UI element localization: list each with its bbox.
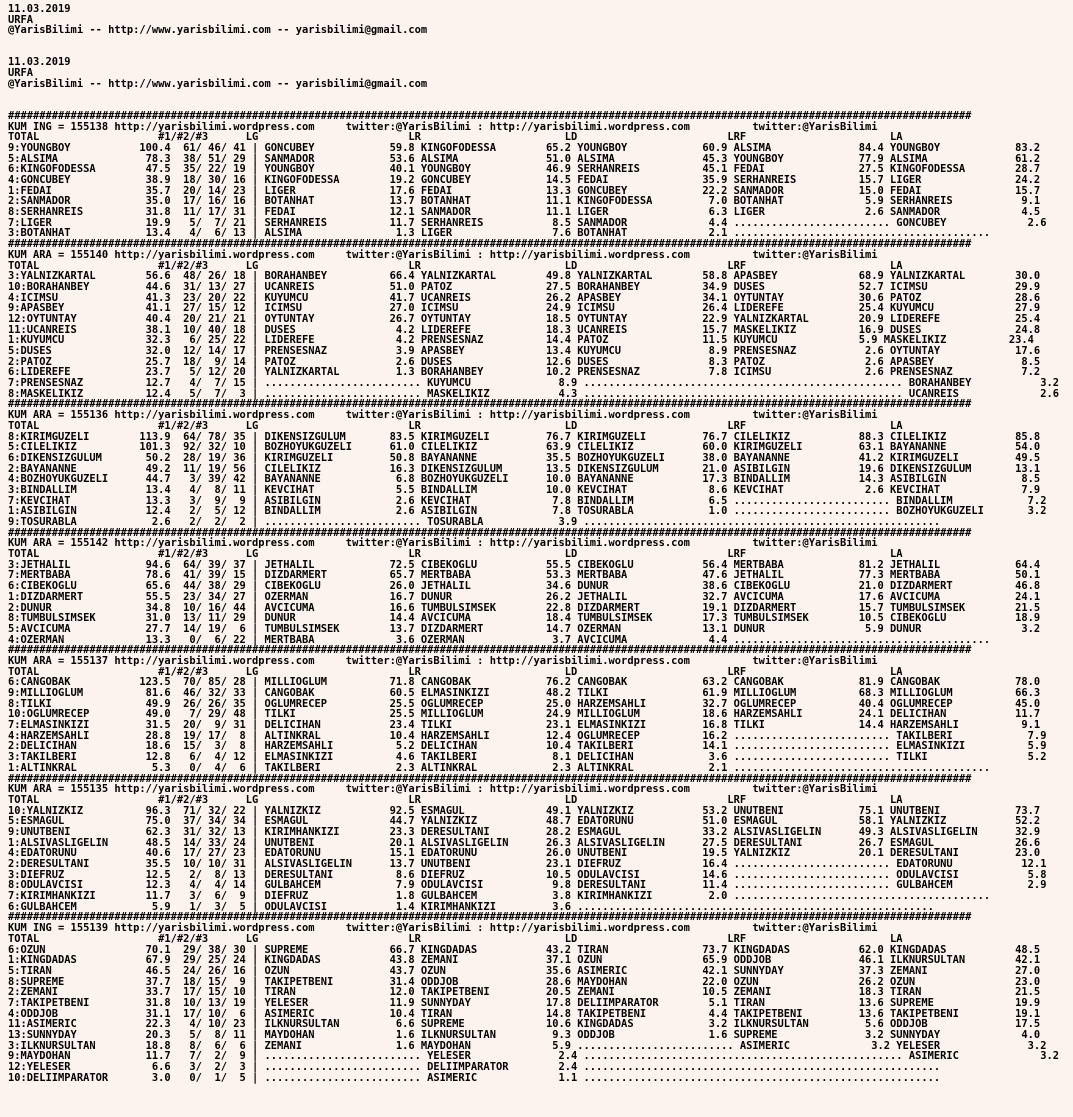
document-line: 3:DIEFRUZ 12.5 2/ 8/ 13 | DERESULTANI 8.6 DIEFRUZ 10.5 ODULAVCISI 14.6 ......................... ODULAVCISI 5.8 <box>8 868 1047 881</box>
document-line: 1:ALTINKRAL 5.3 0/ 4/ 6 | TAKILBERI 2.3 ALTINKRAL 2.3 ALTINKRAL 2.1 ......................................... <box>8 761 991 774</box>
document-line <box>8 90 1073 101</box>
document-line: ########################################################################################################################################################## <box>8 772 972 785</box>
document-line: 3:ILKNURSULTAN 18.8 8/ 6/ 6 | ZEMANI 1.6 MAYDOHAN 5.9 ......................... ASIMERIC 3.2 YELESER 3.2 <box>8 1039 1047 1052</box>
document-line: 2:DERESULTANI 35.5 10/ 10/ 31 | ALSIVASLIGELIN 13.7 UNUTBENI 23.1 DIEFRUZ 16.4 ......................... EDATORUNU 12.1 <box>8 858 1047 870</box>
document-line: KUM ARA = 155135 http://yarisbilimi.wordpress.com twitter:@YarisBilimi : http://yarisbilimi.wordpress.com twitter:@YarisBilimi <box>8 783 878 796</box>
document-line: 6:OZUN 70.1 29/ 38/ 30 | SUPREME 66.7 KINGDADAS 43.2 TIRAN 73.7 KINGDADAS 62.0 KINGDADAS 48.5 <box>8 943 1041 956</box>
document-line: 1:ASIBILGIN 12.4 2/ 5/ 12 | BINDALLIM 2.6 ASIBILGIN 7.8 TOSURABLA 1.0 ......................... BOZHOYUKGUZELI 3.2 <box>8 505 1047 518</box>
document-line: TOTAL #1/#2/#3 LG LR LD LRF LA <box>8 932 903 945</box>
document-line: 3:BINDALLIM 13.4 4/ 8/ 11 | KEVCIHAT 5.5 BINDALLIM 10.0 KEVCIHAT 8.6 KEVCIHAT 2.6 KEVCIHAT 7.9 <box>8 483 1041 496</box>
document-line: 9:UNUTBENI 62.3 31/ 32/ 13 | KIRIMHANKIZI 23.3 DERESULTANI 28.2 ESMAGUL 33.2 ALSIVASLIGELIN 49.3 ALSIVASLIGELIN 32.9 <box>8 825 1041 838</box>
document-line: 1:FEDAI 35.7 20/ 14/ 23 | LIGER 17.6 FEDAI 13.3 GONCUBEY 22.2 SANMADOR 15.0 FEDAI 15.7 <box>8 184 1041 197</box>
document-line: 1:ALSIVASLIGELIN 48.5 14/ 33/ 24 | UNUTBENI 20.1 ALSIVASLIGELIN 26.3 ALSIVASLIGELIN 27.5 DERESULTANI 26.7 ESMAGUL 26.6 <box>8 836 1041 849</box>
document-line: 8:KIRIMGUZELI 113.9 64/ 78/ 35 | DIKENSIZGULUM 83.5 KIRIMGUZELI 76.7 KIRIMGUZELI 76.7 CILELIKIZ 88.3 CILELIKIZ 85.8 <box>8 430 1041 443</box>
document-line: 8:TILKI 49.9 26/ 26/ 35 | OGLUMRECEP 25.5 OGLUMRECEP 25.0 HARZEMSAHLI 32.7 OGLUMRECEP 40.4 OGLUMRECEP 45.0 <box>8 697 1041 710</box>
document-line: 7:LIGER 19.9 5/ 7/ 21 | SERHANREIS 11.7 SERHANREIS 8.5 SANMADOR 4.4 ......................... GONCUBEY 2.6 <box>8 216 1047 229</box>
document-line: 8:ODULAVCISI 12.3 4/ 4/ 14 | GULBAHCEM 7.9 ODULAVCISI 9.8 DERESULTANI 11.4 ......................... GULBAHCEM 2.9 <box>8 879 1047 892</box>
document-line: TOTAL #1/#2/#3 LG LR LD LRF LA <box>8 793 903 806</box>
document-line: KUM ARA = 155136 http://yarisbilimi.wordpress.com twitter:@YarisBilimi : http://yarisbilimi.wordpress.com twitter:@YarisBilimi <box>8 409 878 422</box>
document-line: 4:EDATORUNU 40.6 17/ 27/ 23 | EDATORUNU 15.1 EDATORUNU 26.0 UNUTBENI 19.5 YALNIZKIZ 20.1 DERESULTANI 23.0 <box>8 847 1041 860</box>
document-line: 11:UCANREIS 38.1 10/ 40/ 18 | DUSES 4.2 LIDEREFE 18.3 UCANREIS 15.7 MASKELIKIZ 16.9 DUSES 24.8 <box>8 323 1041 336</box>
document-line: 7:ELMASINKIZI 31.5 20/ 9/ 31 | DELICIHAN 23.4 TILKI 23.1 ELMASINKIZI 16.8 TILKI 14.4 HARZEMSAHLI 9.1 <box>8 719 1041 732</box>
document-line: 8:TUMBULSIMSEK 31.0 13/ 11/ 29 | DUNUR 14.4 AVCICUMA 18.4 TUMBULSIMSEK 17.3 TUMBULSIMSEK 10.5 CIBEKOGLU 18.9 <box>8 612 1041 625</box>
document-line: 4:OZERMAN 13.3 0/ 6/ 22 | MERTBABA 3.6 OZERMAN 3.7 AVCICUMA 4.4 ......................................... <box>8 633 991 646</box>
document-line: KUM ARA = 155142 http://yarisbilimi.wordpress.com twitter:@YarisBilimi : http://yarisbilimi.wordpress.com twitter:@YarisBilimi <box>8 537 878 550</box>
document-line: 9:TOSURABLA 2.6 2/ 2/ 2 | ......................... TOSURABLA 3.9 ......................................................... <box>8 516 941 528</box>
document-line: URFA <box>8 67 34 80</box>
document-line: 6:GULBAHCEM 5.9 1/ 3/ 5 | ODULAVCISI 1.4 KIRIMHANKIZI 3.6 ......................................................... <box>8 900 934 913</box>
document-line <box>8 47 1073 58</box>
document-line: ########################################################################################################################################################## <box>8 398 972 411</box>
document-line: 11.03.2019 <box>8 56 71 69</box>
document-line: 12:OYTUNTAY 40.4 20/ 21/ 21 | OYTUNTAY 26.7 OYTUNTAY 18.5 OYTUNTAY 22.9 YALNIZKARTAL 20.9 LIDEREFE 25.4 <box>8 312 1041 325</box>
document-line: 7:TAKIPETBENI 31.8 10/ 13/ 19 | YELESER 11.9 SUNNYDAY 17.8 DELIIMPARATOR 5.1 TIRAN 13.6 SUPREME 19.9 <box>8 996 1041 1009</box>
document-line: 2:SANMADOR 35.0 17/ 16/ 16 | BOTANHAT 13.7 BOTANHAT 11.1 KINGOFODESSA 7.0 BOTANHAT 5.9 SERHANREIS 9.1 <box>8 195 1041 208</box>
document-line: 12:YELESER 6.6 3/ 2/ 3 | ......................... DELIIMPARATOR 2.4 ......................................................... <box>8 1061 941 1074</box>
document-line: 4:GONCUBEY 38.9 18/ 30/ 16 | KINGOFODESSA 19.2 GONCUBEY 14.5 FEDAI 35.9 SERHANREIS 15.7 LIGER 24.2 <box>8 174 1041 186</box>
document-line: 6:KINGOFODESSA 47.5 35/ 22/ 19 | YOUNGBOY 40.1 YOUNGBOY 46.9 SERHANREIS 45.1 FEDAI 27.5 KINGOFODESSA 28.7 <box>8 163 1041 176</box>
document-line: @YarisBilimi -- http://www.yarisbilimi.com -- yarisbilimi@gmail.com <box>8 24 428 37</box>
document-line: 3:YALNIZKARTAL 56.6 48/ 26/ 18 | BORAHANBEY 66.4 YALNIZKARTAL 49.8 YALNIZKARTAL 58.8 APASBEY 68.9 YALNIZKARTAL 30.0 <box>8 270 1041 283</box>
document-line: KUM ING = 155139 http://yarisbilimi.wordpress.com twitter:@YarisBilimi : http://yarisbilimi.wordpress.com twitter:@YarisBilimi <box>8 922 878 935</box>
document-line: 4:BOZHOYUKGUZELI 44.7 3/ 39/ 42 | BAYANANNE 6.8 BOZHOYUKGUZELI 10.0 BAYANANNE 17.3 BINDALLIM 14.3 ASIBILGIN 8.5 <box>8 473 1041 486</box>
document-line: 10:YALNIZKIZ 96.3 71/ 32/ 22 | YALNIZKIZ 92.5 ESMAGUL 49.1 YALNIZKIZ 53.2 UNUTBENI 75.1 UNUTBENI 73.7 <box>8 804 1041 817</box>
document-line: 7:KEVCIHAT 13.3 3/ 9/ 9 | ASIBILGIN 2.6 KEVCIHAT 7.8 BINDALLIM 6.5 ......................... BINDALLIM 7.2 <box>8 494 1047 507</box>
document-line: 10:BORAHANBEY 44.6 31/ 13/ 27 | UCANREIS 51.0 PATOZ 27.5 BORAHANBEY 34.9 DUSES 52.7 ICIMSU 29.9 <box>8 280 1041 293</box>
document-line: 5:CILELIKIZ 101.3 92/ 32/ 10 | BOZHOYUKGUZELI 61.0 CILELIKIZ 63.9 CILELIKIZ 60.0 KIRIMGUZELI 63.1 BAYANANNE 54.0 <box>8 441 1041 454</box>
document-line: 11.03.2019 <box>8 3 71 15</box>
document-line: KUM ING = 155138 http://yarisbilimi.wordpress.com twitter:@YarisBilimi : http://yarisbilimi.wordpress.com twitter:@YarisBilimi <box>8 120 878 133</box>
document-line: 10:DELIIMPARATOR 3.0 0/ 1/ 5 | ......................... ASIMERIC 1.1 ......................................................... <box>8 1071 941 1084</box>
document-line: ########################################################################################################################################################## <box>8 238 972 251</box>
document-line: 2:DELICIHAN 18.6 15/ 3/ 8 | HARZEMSAHLI 5.2 DELICIHAN 10.4 TAKILBERI 14.1 ......................... ELMASINKIZI 5.9 <box>8 740 1047 753</box>
document-line: 5:DUSES 32.0 12/ 14/ 17 | PRENSESNAZ 3.9 APASBEY 13.4 KUYUMCU 8.9 PRENSESNAZ 2.6 OYTUNTAY 17.6 <box>8 345 1041 357</box>
document-line: TOTAL #1/#2/#3 LG LR LD LRF LA <box>8 259 903 272</box>
document-line: 4:ICIMSU 41.3 23/ 20/ 22 | KUYUMCU 41.7 UCANREIS 26.2 APASBEY 34.1 OYTUNTAY 30.6 PATOZ 28.6 <box>8 291 1041 304</box>
document-line: TOTAL #1/#2/#3 LG LR LD LRF LA <box>8 419 903 432</box>
document-line: 7:KIRIMHANKIZI 11.7 3/ 6/ 9 | DIEFRUZ 1.8 GULBAHCEM 3.8 KIRIMHANKIZI 2.0 ......................................... <box>8 890 991 903</box>
document-line: 9:APASBEY 41.1 27/ 15/ 12 | ICIMSU 27.0 ICIMSU 24.9 ICIMSU 26.4 LIDEREFE 25.4 KUYUMCU 27.9 <box>8 302 1041 315</box>
document-line: 13:SUNNYDAY 20.3 5/ 8/ 11 | MAYDOHAN 1.6 ILKNURSULTAN 9.3 ODDJOB 1.6 SUPREME 3.2 SUNNYDAY 4.0 <box>8 1029 1041 1041</box>
document-line: KUM ARA = 155140 http://yarisbilimi.wordpress.com twitter:@YarisBilimi : http://yarisbilimi.wordpress.com twitter:@YarisBilimi <box>8 248 878 261</box>
document-line: 8:SUPREME 37.7 18/ 15/ 9 | TAKIPETBENI 31.4 ODDJOB 28.6 MAYDOHAN 22.0 OZUN 26.2 OZUN 23.0 <box>8 975 1041 988</box>
document-line: 6:CIBEKOGLU 65.6 44/ 38/ 29 | CIBEKOGLU 26.0 JETHALIL 34.6 DUNUR 38.6 CIBEKOGLU 21.0 DIZDARMERT 46.8 <box>8 580 1041 593</box>
document-line: ########################################################################################################################################################## <box>8 109 972 122</box>
document-line: 2:DUNUR 34.8 10/ 16/ 44 | AVCICUMA 16.6 TUMBULSIMSEK 22.8 DIZDARMERT 19.1 DIZDARMERT 15.7 TUMBULSIMSEK 21.5 <box>8 601 1041 614</box>
document-line: 8:SERHANREIS 31.8 11/ 17/ 31 | FEDAI 12.1 SANMADOR 11.1 LIGER 6.3 LIGER 2.6 SANMADOR 4.5 <box>8 206 1041 219</box>
document-line: @YarisBilimi -- http://www.yarisbilimi.com -- yarisbilimi@gmail.com <box>8 77 428 90</box>
document-line: 4:HARZEMSAHLI 28.8 19/ 17/ 8 | ALTINKRAL 10.4 HARZEMSAHLI 12.4 OGLUMRECEP 16.2 ......................... TAKILBERI 7.9 <box>8 729 1047 742</box>
document-line: 2:PATOZ 25.7 18/ 9/ 14 | PATOZ 2.6 DUSES 12.6 DUSES 8.3 PATOZ 2.6 APASBEY 8.5 <box>8 355 1041 368</box>
document-line: 8:MASKELIKIZ 12.4 5/ 7/ 3 | ......................... MASKELIKIZ 4.3 ................................................... UCANREIS 2.6 <box>8 387 1059 400</box>
document-line: 4:ODDJOB 31.1 17/ 10/ 6 | ASIMERIC 10.4 TIRAN 14.8 TAKIPETBENI 4.4 TAKIPETBENI 13.6 TAKIPETBENI 19.1 <box>8 1007 1041 1020</box>
document-line: 5:ALSIMA 78.3 38/ 51/ 29 | SANMADOR 53.6 ALSIMA 51.0 ALSIMA 45.3 YOUNGBOY 77.9 ALSIMA 61.2 <box>8 152 1041 165</box>
document-line: 7:MERTBABA 78.6 41/ 39/ 15 | DIZDARMERT 65.7 MERTBABA 53.3 MERTBABA 47.6 JETHALIL 77.3 MERTBABA 50.1 <box>8 569 1041 582</box>
document-line: TOTAL #1/#2/#3 LG LR LD LRF LA <box>8 131 903 144</box>
document-line: 3:JETHALIL 94.6 64/ 39/ 37 | JETHALIL 72.5 CIBEKOGLU 55.5 CIBEKOGLU 56.4 MERTBABA 81.2 JETHALIL 64.4 <box>8 558 1041 571</box>
document-line: 1:DIZDARMERT 55.5 23/ 34/ 27 | OZERMAN 16.7 DUNUR 26.2 JETHALIL 32.7 AVCICUMA 17.6 AVCICUMA 24.1 <box>8 590 1041 603</box>
document-line: TOTAL #1/#2/#3 LG LR LD LRF LA <box>8 665 903 678</box>
document-line: 9:MAYDOHAN 11.7 7/ 2/ 9 | ......................... YELESER 2.4 ................................................... ASIMERIC 3.2 <box>8 1050 1059 1063</box>
document-line: ########################################################################################################################################################## <box>8 911 972 924</box>
document-line: 3:BOTANHAT 13.4 4/ 6/ 13 | ALSIMA 1.3 LIGER 7.6 BOTANHAT 2.1 ......................................... <box>8 227 991 240</box>
document-line: 9:YOUNGBOY 100.4 61/ 46/ 41 | GONCUBEY 59.8 KINGOFODESSA 65.2 YOUNGBOY 60.9 ALSIMA 84.4 YOUNGBOY 83.2 <box>8 141 1041 154</box>
document-line: 3:TAKILBERI 12.8 6/ 4/ 12 | ELMASINKIZI 4.6 TAKILBERI 8.1 DELICIHAN 3.6 ......................... TILKI 5.2 <box>8 751 1047 764</box>
document-line: ########################################################################################################################################################## <box>8 526 972 539</box>
document-line: 6:DIKENSIZGULUM 50.2 28/ 19/ 36 | KIRIMGUZELI 50.8 BAYANANNE 35.5 BOZHOYUKGUZELI 38.0 BAYANANNE 41.2 KIRIMGUZELI 49.5 <box>8 451 1041 464</box>
document-line: 5:AVCICUMA 27.7 14/ 19/ 6 | TUMBULSIMSEK 13.7 DIZDARMERT 14.7 OZERMAN 13.1 DUNUR 5.9 DUNUR 3.2 <box>8 622 1041 635</box>
document-line: KUM ARA = 155137 http://yarisbilimi.wordpress.com twitter:@YarisBilimi : http://yarisbilimi.wordpress.com twitter:@YarisBilimi <box>8 654 878 667</box>
document-line: 2:ZEMANI 33.7 17/ 15/ 10 | TIRAN 12.0 TAKIPETBENI 20.5 ZEMANI 10.5 ZEMANI 18.3 TIRAN 21.5 <box>8 986 1041 999</box>
document-line: 5:ESMAGUL 75.0 37/ 34/ 34 | ESMAGUL 44.7 YALNIZKIZ 48.7 EDATORUNU 51.0 ESMAGUL 58.1 YALNIZKIZ 52.2 <box>8 815 1041 828</box>
document-line: 6:CANGOBAK 123.5 70/ 85/ 28 | MILLIOGLUM 71.8 CANGOBAK 76.2 CANGOBAK 63.2 CANGOBAK 81.9 CANGOBAK 78.0 <box>8 676 1041 689</box>
document-line: 2:BAYANANNE 49.2 11/ 19/ 56 | CILELIKIZ 16.3 DIKENSIZGULUM 13.5 DIKENSIZGULUM 21.0 ASIBILGIN 19.6 DIKENSIZGULUM 13.1 <box>8 462 1041 475</box>
document-line <box>8 36 1073 47</box>
document-line: 9:MILLIOGLUM 81.6 46/ 32/ 33 | CANGOBAK 60.5 ELMASINKIZI 48.2 TILKI 61.9 MILLIOGLUM 68.3 MILLIOGLUM 66.3 <box>8 687 1041 699</box>
document-line: TOTAL #1/#2/#3 LG LR LD LRF LA <box>8 548 903 561</box>
document-line: 1:KUYUMCU 32.3 6/ 25/ 22 | LIDEREFE 4.2 PRENSESNAZ 14.4 PATOZ 11.5 KUYUMCU 5.9 MASKELIKIZ 23.4 <box>8 334 1034 347</box>
document-line: 5:TIRAN 46.5 24/ 26/ 16 | OZUN 43.7 OZUN 35.6 ASIMERIC 42.1 SUNNYDAY 37.3 ZEMANI 27.0 <box>8 964 1041 977</box>
document-line: ########################################################################################################################################################## <box>8 644 972 657</box>
document-line: 10:OGLUMRECEP 49.0 7/ 29/ 48 | TILKI 25.5 MILLIOGLUM 24.9 MILLIOGLUM 18.6 HARZEMSAHLI 24.1 DELICIHAN 11.7 <box>8 708 1041 721</box>
document-line: URFA <box>8 13 34 26</box>
document-line: 1:KINGDADAS 67.9 29/ 25/ 24 | KINGDADAS 43.8 ZEMANI 37.1 OZUN 65.9 ODDJOB 46.1 ILKNURSULTAN 42.1 <box>8 954 1041 967</box>
document-line: 6:LIDEREFE 23.7 5/ 12/ 20 | YALNIZKARTAL 1.3 BORAHANBEY 10.2 PRENSESNAZ 7.8 ICIMSU 2.6 PRENSESNAZ 7.2 <box>8 366 1041 379</box>
document-line: 11:ASIMERIC 22.3 4/ 10/ 23 | ILKNURSULTAN 6.6 SUPREME 10.6 KINGDADAS 3.2 ILKNURSULTAN 5.6 ODDJOB 17.5 <box>8 1018 1041 1031</box>
document-line: 7:PRENSESNAZ 12.7 4/ 7/ 15 | ......................... KUYUMCU 8.9 ................................................... BORAHANBEY 3.2 <box>8 377 1059 390</box>
